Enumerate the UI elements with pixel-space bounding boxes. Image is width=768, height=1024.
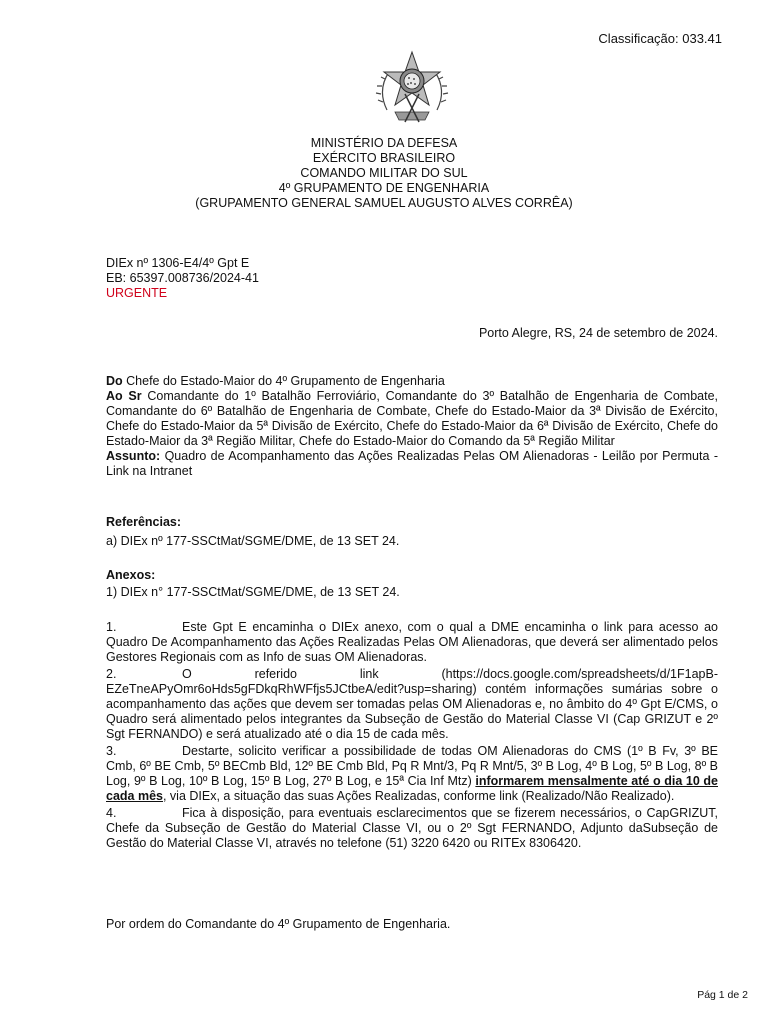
- body-section: [106, 620, 718, 853]
- sender-text: Chefe do Estado-Maior do 4º Grupamento de Engenharia: [122, 374, 445, 388]
- diex-number: DIEx nº 1306-E4/4º Gpt E: [106, 256, 250, 270]
- paragraph-2-text: O referido link (https://docs.google.com/spreadsheets/d/1F1apB-EZeTneAPyOmr6oHds5gFDkqRhWFfjs5JCtbeA/edit?usp=sharing) contém informações sumárias sobre o acompanhamento das ações que devem ser tomadas pelas OM Alienadoras e, no âmbito do 4º Gpt E/CMS, o Quadro será alimentado pelos integrantes da Subseção de Gestão do Material Classe VI (Cap GRIZUT e 2º Sgt FERNANDO) e será atualizado até o dia 15 de cada mês.: [106, 667, 718, 741]
- coat-of-arms-icon: [367, 50, 457, 130]
- army-name: EXÉRCITO BRASILEIRO: [312, 151, 456, 165]
- paragraph-3-text-b: , via DIEx, a situação das suas Ações Realizadas, conforme link (Realizado/Não Realizado).: [162, 789, 675, 803]
- classification-code: Classificação: 033.41: [598, 31, 722, 46]
- group-full-name: (GRUPAMENTO GENERAL SAMUEL AUGUSTO ALVES CORRÊA): [195, 196, 573, 210]
- paragraph-2-number: 2.: [106, 667, 117, 681]
- letterhead: [0, 136, 768, 211]
- recipient-label: Ao Sr: [106, 389, 142, 403]
- document-identification: [106, 256, 718, 301]
- paragraph-3-number: 3.: [106, 744, 117, 758]
- sender-line: [106, 374, 718, 389]
- paragraph-2: [106, 667, 718, 742]
- subject-line: [106, 449, 718, 479]
- paragraph-3-text-a: Destarte, solicito verificar a possibilidade de todas OM Alienadoras do CMS (1º B Fv, 3º BE Cmb, 6º BE Cmb, 5º BECmb Bld, 12º BE Cmb Bld, Pq R Mnt/3, Pq R Mnt/5, 3º B Log, 4º B Log, 5º B Log, 8º B Log, 9º B Log, 10º B Log, 15º B Log, 27º B Log, e 15ª Cia Inf Mtz): [106, 744, 718, 788]
- annex-item: 1) DIEx n° 177-SSCtMat/SGME/DME, de 13 SET 24.: [106, 585, 400, 599]
- annexes-title: Anexos:: [106, 568, 156, 582]
- document-date: Porto Alegre, RS, 24 de setembro de 2024.: [478, 326, 718, 340]
- paragraph-1-number: 1.: [106, 620, 117, 634]
- paragraph-1-text: Este Gpt E encaminha o DIEx anexo, com o qual a DME encaminha o link para acesso ao Quadro De Acompanhamento das Ações Realizadas Pelas OM Alienadoras, que deverá ser alimentado pelos Gestores Regionais com as Info de suas OM Alienadoras.: [106, 620, 718, 664]
- closing-line: Por ordem do Comandante do 4º Grupamento de Engenharia.: [106, 917, 451, 931]
- command-name: COMANDO MILITAR DO SUL: [300, 166, 468, 180]
- group-name: 4º GRUPAMENTO DE ENGENHARIA: [278, 181, 490, 195]
- subject-text: Quadro de Acompanhamento das Ações Realizadas Pelas OM Alienadoras - Leilão por Permuta - Link na Intranet: [106, 449, 718, 478]
- references-section: [106, 515, 718, 549]
- reference-item: a) DIEx nº 177-SSCtMat/SGME/DME, de 13 SET 24.: [106, 534, 400, 548]
- paragraph-1: [106, 620, 718, 665]
- address-block: [106, 374, 718, 479]
- paragraph-3-emphasis: informarem mensalmente até o dia 10 de cada mês: [106, 774, 718, 803]
- annexes-section: [106, 568, 718, 600]
- recipient-line: [106, 389, 718, 449]
- paragraph-4: [106, 806, 718, 851]
- ministry-name: MINISTÉRIO DA DEFESA: [310, 136, 458, 150]
- page-number: Pág 1 de 2: [697, 989, 748, 1001]
- sender-label: Do: [106, 374, 123, 388]
- subject-label: Assunto:: [106, 449, 161, 463]
- paragraph-4-text: Fica à disposição, para eventuais esclarecimentos que se fizerem necessários, o CapGRIZUT, Chefe da Subseção de Gestão do Material Classe VI, ou o 2º Sgt FERNANDO, Adjunto daSubseção de Gestão do Material Classe VI, através no telefone (51) 3220 6420 ou RITEx 8306420.: [106, 806, 718, 850]
- recipient-text: Comandante do 1º Batalhão Ferroviário, Comandante do 3º Batalhão de Engenharia de Combate, Comandante do 6º Batalhão de Engenharia de Combate, Chefe do Estado-Maior da 3ª Divisão de Exército, Chefe do Estado-Maior da 5ª Divisão de Exército, Chefe do Estado-Maior da 6ª Divisão de Exército, Chefe do Estado-Maior da 3ª Região Militar, Chefe do Estado-Maior do Comando da 5ª Região Militar: [106, 389, 718, 448]
- paragraph-4-number: 4.: [106, 806, 117, 820]
- urgency-label: URGENTE: [106, 286, 168, 300]
- references-title: Referências:: [106, 515, 182, 529]
- eb-number: EB: 65397.008736/2024-41: [106, 271, 259, 285]
- paragraph-3: [106, 744, 718, 804]
